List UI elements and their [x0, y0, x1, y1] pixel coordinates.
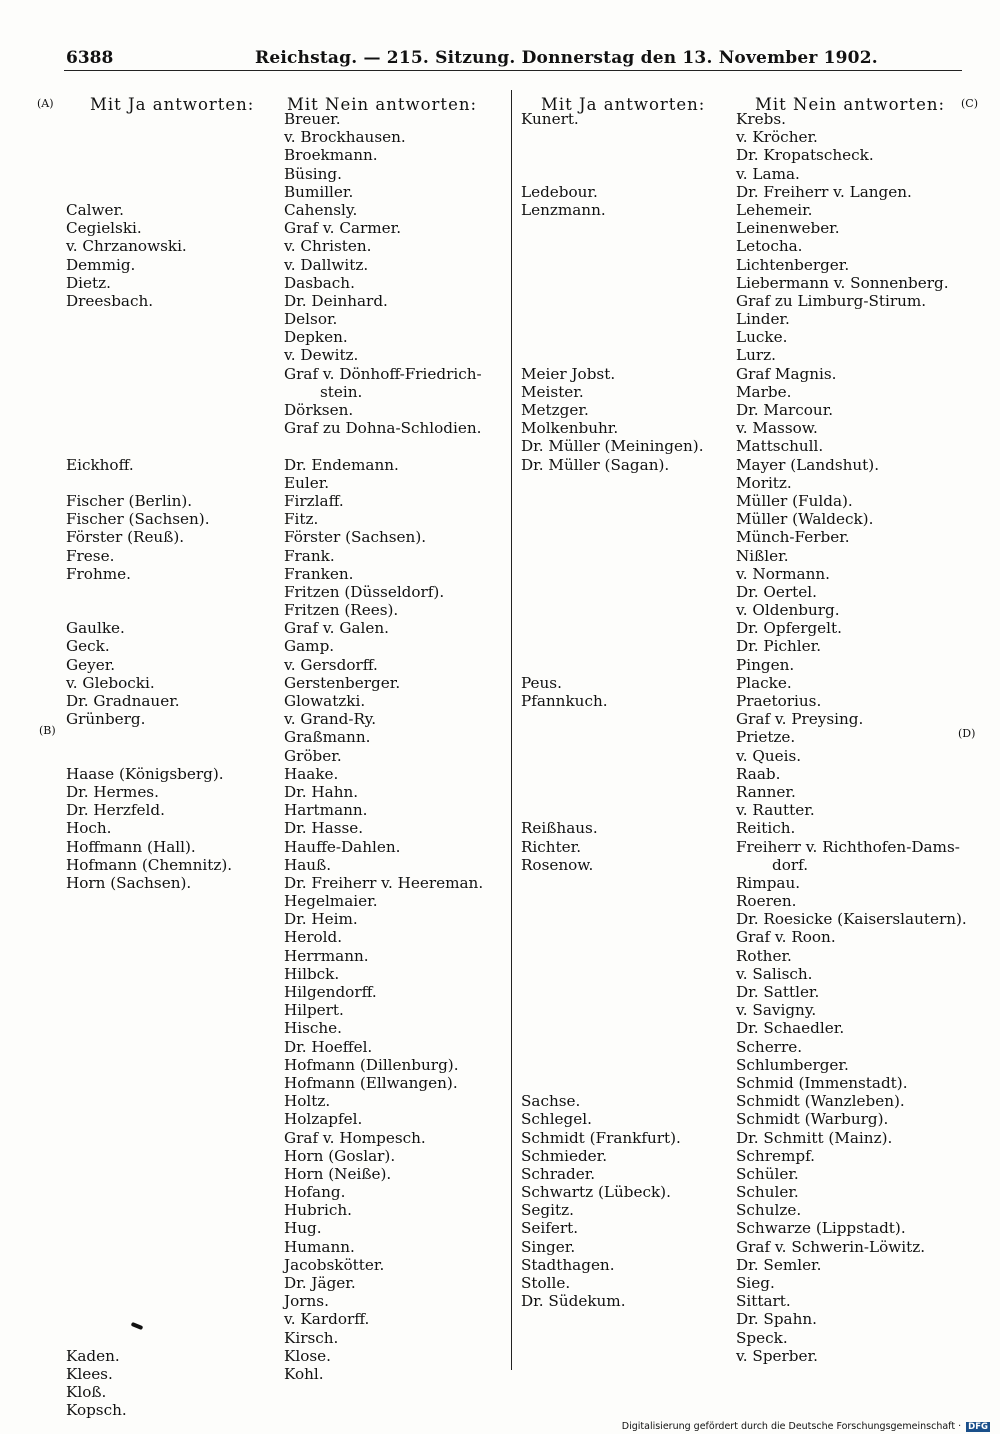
- name-entry: [284, 437, 483, 455]
- name-entry: Firzlaff.: [284, 491, 344, 510]
- name-entry: [66, 128, 232, 146]
- name-entry: Meier Jobst.: [521, 364, 616, 383]
- name-entry: [66, 1310, 232, 1328]
- name-entry: [521, 637, 704, 655]
- name-entry: Fritzen (Rees).: [284, 601, 399, 620]
- name-entry: Jacobskötter.: [284, 1255, 385, 1274]
- name-entry: Horn (Sachsen).: [66, 873, 192, 892]
- name-entry: Nißler.: [736, 546, 789, 565]
- name-entry: [521, 474, 704, 492]
- name-entry: [521, 928, 704, 946]
- name-entry: Dr. Opfergelt.: [736, 619, 842, 638]
- name-entry: [66, 1165, 232, 1183]
- page-number: 6388: [66, 48, 114, 68]
- name-entry: [521, 1001, 704, 1019]
- name-entry: [521, 328, 704, 346]
- name-entry: Letocha.: [736, 237, 803, 256]
- name-entry: Dr. Pichler.: [736, 637, 822, 656]
- name-entry: Frohme.: [66, 564, 131, 583]
- right-nein-list: [736, 110, 967, 1365]
- name-entry: Peus.: [521, 673, 562, 692]
- name-entry: [521, 492, 704, 510]
- name-entry: Graf v. Galen.: [284, 619, 389, 638]
- name-entry: [66, 1329, 232, 1347]
- name-entry: v. Savigny.: [736, 1001, 817, 1020]
- name-entry: Dr. Jäger.: [284, 1274, 356, 1292]
- right-ja-header: Mit Ja antworten:: [541, 95, 706, 114]
- name-entry: [521, 165, 704, 183]
- name-entry: Schuler.: [736, 1183, 799, 1202]
- margin-mark-a: (A): [37, 97, 54, 110]
- name-entry: [521, 965, 704, 983]
- name-entry: [66, 1292, 232, 1310]
- name-entry: Graf Magnis.: [736, 364, 837, 383]
- name-entry: Dr. Spahn.: [736, 1310, 817, 1329]
- name-entry: Müller (Fulda).: [736, 491, 853, 510]
- name-entry: v. Gersdorff.: [284, 655, 378, 674]
- name-entry: [521, 1038, 704, 1056]
- name-entry: Raab.: [736, 764, 781, 783]
- name-entry: Geyer.: [66, 655, 116, 674]
- name-entry: Hauß.: [284, 855, 332, 874]
- name-entry: Hegelmaier.: [284, 892, 378, 911]
- name-entry: Dr. Kropatscheck.: [736, 146, 874, 165]
- name-entry: Dr. Müller (Sagan).: [521, 455, 670, 474]
- name-entry: Seifert.: [521, 1219, 579, 1238]
- name-entry: v. Salisch.: [736, 964, 813, 983]
- right-ja-list: [521, 110, 704, 1310]
- digitization-credit: [622, 1421, 990, 1432]
- name-entry: [521, 892, 704, 910]
- name-entry: Breuer.: [284, 110, 341, 128]
- name-entry: Lenzmann.: [521, 200, 606, 219]
- name-entry: Herrmann.: [284, 946, 369, 965]
- name-entry: [66, 1274, 232, 1292]
- name-entry: [66, 947, 232, 965]
- name-entry: [66, 965, 232, 983]
- name-entry: [521, 128, 704, 146]
- name-entry: Graf v. Carmer.: [284, 219, 402, 238]
- name-entry: Schwarze (Lippstadt).: [736, 1219, 906, 1238]
- name-entry: Humann.: [284, 1237, 355, 1256]
- name-entry: Hilbck.: [284, 964, 340, 983]
- name-entry: [66, 346, 232, 364]
- name-entry: Sachse.: [521, 1092, 581, 1111]
- name-entry: Stadthagen.: [521, 1255, 615, 1274]
- name-entry: [66, 419, 232, 437]
- name-entry: Liebermann v. Sonnenberg.: [736, 273, 949, 292]
- name-entry: [66, 892, 232, 910]
- name-entry: Schlumberger.: [736, 1055, 849, 1074]
- name-entry: Gaulke.: [66, 619, 125, 638]
- name-entry: Rother.: [736, 946, 792, 965]
- name-entry: [521, 874, 704, 892]
- name-entry: [521, 510, 704, 528]
- name-entry: [66, 1129, 232, 1147]
- name-entry: Linder.: [736, 310, 790, 329]
- name-entry: Sieg.: [736, 1274, 775, 1292]
- name-entry: Delsor.: [284, 310, 338, 329]
- name-entry: Kloß.: [66, 1383, 107, 1402]
- name-entry: [521, 346, 704, 364]
- name-entry: Dr. Semler.: [736, 1255, 822, 1274]
- name-entry: Münch-Ferber.: [736, 528, 850, 547]
- name-entry: [521, 292, 704, 310]
- dfg-logo: DFG: [968, 1422, 988, 1432]
- name-entry: Krebs.: [736, 110, 786, 128]
- name-entry: Dr. Müller (Meiningen).: [521, 437, 704, 456]
- name-entry: Graf v. Preysing.: [736, 710, 864, 729]
- name-entry: Holzapfel.: [284, 1110, 363, 1129]
- name-entry: Schmieder.: [521, 1146, 608, 1165]
- name-entry: Dasbach.: [284, 273, 355, 292]
- name-entry: Molkenbuhr.: [521, 419, 619, 438]
- name-entry: Speck.: [736, 1328, 788, 1347]
- name-entry: Hug.: [284, 1219, 322, 1238]
- name-entry: [521, 983, 704, 1001]
- name-entry: [521, 947, 704, 965]
- name-entry: Hofmann (Dillenburg).: [284, 1055, 459, 1074]
- name-entry: v. Sperber.: [736, 1346, 818, 1365]
- name-entry: Graf zu Limburg-Stirum.: [736, 291, 927, 310]
- name-entry: Gerstenberger.: [284, 673, 401, 692]
- name-entry: Dr. Freiherr v. Langen.: [736, 182, 912, 201]
- name-entry: Müller (Waldeck).: [736, 510, 874, 529]
- name-entry: Scherre.: [736, 1037, 803, 1056]
- name-entry: [66, 310, 232, 328]
- name-entry: v. Massow.: [736, 419, 818, 438]
- name-entry: Dr. Schmitt (Mainz).: [736, 1128, 893, 1147]
- name-entry: Schüler.: [736, 1164, 799, 1183]
- name-entry: [66, 747, 232, 765]
- left-ja-header: Mit Ja antworten:: [90, 95, 255, 114]
- name-entry: Dr. Südekum.: [521, 1292, 626, 1311]
- right-nein-header: Mit Nein antworten:: [755, 95, 946, 114]
- name-entry: Schmidt (Frankfurt).: [521, 1128, 681, 1147]
- name-entry: Hartmann.: [284, 801, 368, 820]
- name-entry: Fritzen (Düsseldorf).: [284, 582, 445, 601]
- name-entry: Förster (Reuß).: [66, 528, 185, 547]
- name-entry: Klose.: [284, 1346, 331, 1365]
- name-entry: Graßmann.: [284, 728, 371, 747]
- name-entry: Graf v. Schwerin-Löwitz.: [736, 1237, 926, 1256]
- name-entry: Bumiller.: [284, 182, 354, 201]
- name-entry: Cahensly.: [284, 200, 358, 219]
- name-entry: Kopsch.: [66, 1401, 127, 1420]
- name-entry: Lurz.: [736, 346, 776, 365]
- name-entry: Hubrich.: [284, 1201, 352, 1220]
- name-entry: [66, 1001, 232, 1019]
- name-entry: Schmidt (Wanzleben).: [736, 1092, 905, 1111]
- name-entry: Gröber.: [284, 746, 342, 765]
- name-entry: Graf v. Hompesch.: [284, 1128, 426, 1147]
- name-entry: [521, 910, 704, 928]
- name-entry: Hische.: [284, 1019, 342, 1038]
- name-entry: [66, 365, 232, 383]
- name-entry: [521, 547, 704, 565]
- name-entry: [521, 256, 704, 274]
- left-nein-header: Mit Nein antworten:: [287, 95, 478, 114]
- name-entry: Ranner.: [736, 782, 796, 801]
- name-entry: Praetorius.: [736, 692, 822, 710]
- name-entry: Reitich.: [736, 819, 796, 838]
- name-entry: Dr. Herzfeld.: [66, 801, 165, 820]
- name-entry: Förster (Sachsen).: [284, 528, 427, 547]
- name-entry: [66, 1183, 232, 1201]
- name-entry: Franken.: [284, 564, 354, 583]
- name-entry: [66, 1147, 232, 1165]
- name-entry: [521, 783, 704, 801]
- name-entry: v. Oldenburg.: [736, 601, 840, 620]
- left-nein-list: [284, 110, 483, 1383]
- name-entry: [521, 528, 704, 546]
- name-entry: Dietz.: [66, 273, 111, 292]
- name-entry: Depken.: [284, 328, 348, 347]
- name-entry: Stolle.: [521, 1274, 571, 1292]
- name-entry: [66, 183, 232, 201]
- margin-mark-c: (C): [961, 97, 978, 110]
- name-entry: Dr. Roesicke (Kaiserslautern).: [736, 910, 967, 929]
- name-entry: Pingen.: [736, 655, 795, 674]
- name-entry: [66, 1238, 232, 1256]
- name-entry: Dr. Oertel.: [736, 582, 817, 601]
- name-entry: Graf v. Roon.: [736, 928, 836, 947]
- name-entry: [66, 165, 232, 183]
- name-entry: Grünberg.: [66, 710, 146, 729]
- name-entry: Hoffmann (Hall).: [66, 837, 196, 856]
- name-entry: Dr. Freiherr v. Heereman.: [284, 873, 484, 892]
- name-entry: Dreesbach.: [66, 291, 154, 310]
- name-entry: Meister.: [521, 382, 584, 401]
- name-entry: v. Chrzanowski.: [66, 237, 187, 256]
- name-entry: Placke.: [736, 673, 792, 692]
- name-entry: [66, 928, 232, 946]
- name-entry: Dr. Hasse.: [284, 819, 364, 838]
- name-entry: Kunert.: [521, 110, 579, 128]
- name-entry: Dr. Gradnauer.: [66, 692, 180, 710]
- name-entry: Dr. Schaedler.: [736, 1019, 845, 1038]
- name-entry: Hauffe-Dahlen.: [284, 837, 401, 856]
- name-entry: Hoch.: [66, 819, 112, 838]
- name-entry: Haake.: [284, 764, 339, 783]
- name-entry: [66, 383, 232, 401]
- name-entry: Sittart.: [736, 1292, 791, 1311]
- name-entry: Schmidt (Warburg).: [736, 1110, 889, 1129]
- name-entry: Freiherr v. Richthofen-Dams-: [736, 837, 960, 856]
- name-entry: [521, 710, 704, 728]
- name-entry: Herold.: [284, 928, 343, 947]
- name-entry: Marbe.: [736, 382, 792, 401]
- left-ja-list: [66, 110, 232, 1420]
- name-entry: [521, 801, 704, 819]
- name-entry: Horn (Neiße).: [284, 1164, 392, 1183]
- name-entry: Schmid (Immenstadt).: [736, 1073, 908, 1092]
- name-entry: Fischer (Berlin).: [66, 491, 193, 510]
- name-entry: [521, 310, 704, 328]
- name-entry: [521, 728, 704, 746]
- name-entry: [66, 146, 232, 164]
- name-entry: v. Dewitz.: [284, 346, 359, 365]
- header-rule: [64, 70, 962, 71]
- name-entry: Schwartz (Lübeck).: [521, 1183, 671, 1202]
- name-entry: Dr. Sattler.: [736, 983, 820, 1001]
- name-entry: v. Lama.: [736, 164, 800, 183]
- name-entry: [66, 601, 232, 619]
- name-entry: Dr. Deinhard.: [284, 291, 388, 310]
- name-entry: [521, 219, 704, 237]
- name-entry: [66, 401, 232, 419]
- name-entry: [66, 328, 232, 346]
- name-entry: [66, 1074, 232, 1092]
- name-entry: Klees.: [66, 1364, 113, 1383]
- margin-mark-b: (B): [39, 724, 56, 737]
- name-entry: Schlegel.: [521, 1110, 592, 1129]
- column-divider: [511, 90, 512, 1370]
- margin-mark-d: (D): [958, 727, 976, 740]
- name-entry: Moritz.: [736, 473, 792, 492]
- name-entry: Frank.: [284, 546, 335, 565]
- name-entry: stein.: [320, 382, 363, 401]
- name-entry: [66, 910, 232, 928]
- name-entry: [521, 1019, 704, 1037]
- name-entry: Kirsch.: [284, 1328, 339, 1347]
- name-entry: v. Christen.: [284, 237, 372, 256]
- name-entry: Fitz.: [284, 510, 319, 529]
- name-entry: [66, 1019, 232, 1037]
- name-entry: Segitz.: [521, 1201, 574, 1220]
- name-entry: Geck.: [66, 637, 110, 656]
- name-entry: [521, 619, 704, 637]
- name-entry: v. Kröcher.: [736, 128, 818, 147]
- name-entry: Dr. Hahn.: [284, 782, 359, 801]
- name-entry: Leinenweber.: [736, 219, 840, 238]
- name-entry: v. Normann.: [736, 564, 830, 583]
- name-entry: Rimpau.: [736, 873, 801, 892]
- name-entry: v. Glebocki.: [66, 673, 155, 692]
- name-entry: Schrader.: [521, 1164, 596, 1183]
- name-entry: Calwer.: [66, 200, 124, 219]
- name-entry: Metzger.: [521, 401, 589, 419]
- name-entry: Gamp.: [284, 637, 335, 656]
- name-entry: Lucke.: [736, 328, 788, 347]
- name-entry: Eickhoff.: [66, 455, 134, 474]
- name-entry: Kohl.: [284, 1364, 324, 1383]
- name-entry: Reißhaus.: [521, 819, 598, 838]
- name-entry: Mayer (Landshut).: [736, 455, 880, 474]
- name-entry: Hofmann (Chemnitz).: [66, 855, 233, 874]
- name-entry: Hofang.: [284, 1183, 346, 1202]
- name-entry: [521, 565, 704, 583]
- name-entry: Pfannkuch.: [521, 692, 608, 710]
- name-entry: [66, 1256, 232, 1274]
- name-entry: [66, 1201, 232, 1219]
- name-entry: dorf.: [772, 855, 809, 874]
- name-entry: Dr. Marcour.: [736, 401, 834, 419]
- name-entry: Glowatzki.: [284, 692, 366, 710]
- name-entry: [66, 1038, 232, 1056]
- name-entry: [66, 1056, 232, 1074]
- name-entry: [521, 583, 704, 601]
- name-entry: Dr. Endemann.: [284, 455, 399, 474]
- name-entry: Horn (Goslar).: [284, 1146, 396, 1165]
- name-entry: v. Rautter.: [736, 801, 815, 820]
- name-entry: Lichtenberger.: [736, 255, 850, 274]
- name-entry: [66, 728, 232, 746]
- name-entry: Dr. Hermes.: [66, 782, 159, 801]
- name-entry: Jorns.: [284, 1292, 329, 1311]
- name-entry: Fischer (Sachsen).: [66, 510, 210, 529]
- name-entry: Roeren.: [736, 892, 797, 911]
- name-entry: Frese.: [66, 546, 115, 565]
- name-entry: [66, 474, 232, 492]
- name-entry: [66, 437, 232, 455]
- name-entry: Singer.: [521, 1237, 576, 1256]
- name-entry: Kaden.: [66, 1346, 120, 1365]
- name-entry: Dr. Hoeffel.: [284, 1037, 373, 1056]
- name-entry: Schrempf.: [736, 1146, 815, 1165]
- name-entry: [66, 983, 232, 1001]
- name-entry: [66, 1092, 232, 1110]
- name-entry: Büsing.: [284, 164, 342, 183]
- name-entry: Cegielski.: [66, 219, 142, 238]
- name-entry: [66, 583, 232, 601]
- credit-text: Digitalisierung gefördert durch die Deutsche Forschungsgemeinschaft ·: [621, 1421, 962, 1432]
- name-entry: [66, 110, 232, 128]
- name-entry: Hilgendorff.: [284, 983, 377, 1001]
- name-entry: Hofmann (Ellwangen).: [284, 1073, 458, 1092]
- name-entry: [521, 747, 704, 765]
- name-entry: [521, 765, 704, 783]
- name-entry: Holtz.: [284, 1092, 331, 1111]
- name-entry: [66, 1219, 232, 1237]
- name-entry: v. Dallwitz.: [284, 255, 369, 274]
- name-entry: [521, 656, 704, 674]
- name-entry: [521, 1074, 704, 1092]
- name-entry: Ledebour.: [521, 182, 598, 201]
- name-entry: Euler.: [284, 473, 330, 492]
- name-entry: Lehemeir.: [736, 200, 813, 219]
- name-entry: Rosenow.: [521, 855, 594, 874]
- name-entry: Broekmann.: [284, 146, 378, 165]
- name-entry: v. Queis.: [736, 746, 802, 765]
- name-entry: [521, 1056, 704, 1074]
- name-entry: Prietze.: [736, 728, 796, 747]
- name-entry: Schulze.: [736, 1201, 802, 1220]
- name-entry: v. Brockhausen.: [284, 128, 406, 147]
- name-entry: Graf v. Dönhoff-Friedrich-: [284, 364, 482, 383]
- name-entry: Hilpert.: [284, 1001, 344, 1020]
- name-entry: Dörksen.: [284, 401, 354, 419]
- name-entry: v. Grand-Ry.: [284, 710, 377, 729]
- name-entry: Dr. Heim.: [284, 910, 358, 929]
- name-entry: Richter.: [521, 837, 582, 856]
- name-entry: Graf zu Dohna-Schlodien.: [284, 419, 482, 438]
- name-entry: [66, 1110, 232, 1128]
- name-entry: [521, 601, 704, 619]
- name-entry: [521, 146, 704, 164]
- name-entry: Mattschull.: [736, 437, 824, 456]
- page-header-title: Reichstag. — 215. Sitzung. Donnerstag den 13. November 1902.: [255, 48, 878, 68]
- name-entry: Demmig.: [66, 255, 136, 274]
- name-entry: [521, 237, 704, 255]
- name-entry: v. Kardorff.: [284, 1310, 370, 1329]
- name-entry: Haase (Königsberg).: [66, 764, 224, 783]
- name-entry: [521, 274, 704, 292]
